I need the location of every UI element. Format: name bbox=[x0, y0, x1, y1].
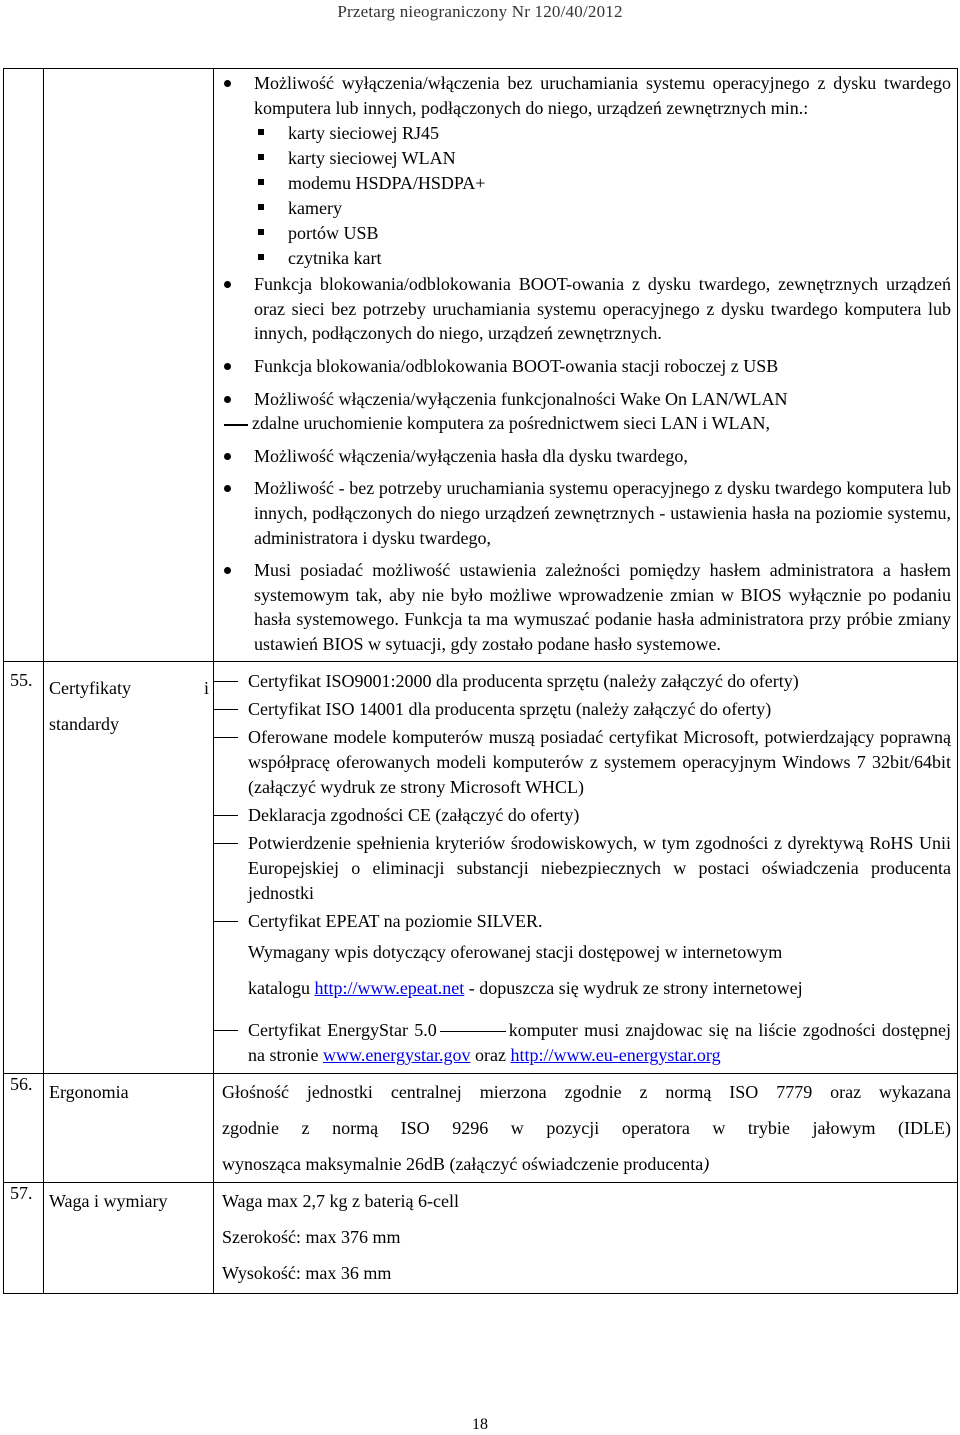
requirements-cell bbox=[214, 1073, 958, 1182]
category-word: Certyfikaty bbox=[49, 677, 131, 698]
table-row-continued bbox=[4, 69, 958, 662]
list-item: karty sieciowej RJ45 bbox=[288, 121, 951, 146]
row-number: 55. bbox=[4, 661, 44, 1073]
requirements-cell bbox=[214, 69, 958, 662]
page-header: Przetarg nieograniczony Nr 120/40/2012 bbox=[337, 2, 623, 21]
list-item: Certyfikat EnergyStar 5.0 komputer musi znajdowac się na liście zgodności dostępnej na stronie www.energystar.gov oraz http://www.eu-energystar.org bbox=[248, 1018, 951, 1068]
page-number: 18 bbox=[472, 1416, 488, 1433]
list-item: Potwierdzenie spełnienia kryteriów środowiskowych, w tym zgodności z dyrektywą RoHS Unii Europejskiej o eliminacji substancji niebezpiecznych w postaci oświadczenia producenta jednostki bbox=[248, 831, 951, 906]
text-line: Waga max 2,7 kg z baterią 6-cell bbox=[222, 1190, 459, 1211]
eu-energystar-link[interactable]: http://www.eu-energystar.org bbox=[510, 1044, 721, 1065]
category-cell bbox=[44, 69, 214, 662]
num-cell bbox=[4, 69, 44, 662]
list-item: Certyfikat ISO9001:2000 dla producenta sprzętu (należy załączyć do oferty) bbox=[248, 669, 951, 694]
dash-mark bbox=[440, 1031, 506, 1033]
text-line: Wysokość: max 36 mm bbox=[222, 1262, 392, 1283]
list-item: Oferowane modele komputerów muszą posiadać certyfikat Microsoft, potwierdzający poprawną współpracę oferowanych modeli komputerów z systemem operacyjnym Windows 7 32bit/64bit (załączyć wydruk ze strony Microsoft WHCL) bbox=[248, 725, 951, 800]
text-line: wynosząca maksymalnie 26dB (załączyć oświadczenie producenta) bbox=[222, 1153, 710, 1174]
table-row-57 bbox=[4, 1182, 958, 1293]
energystar-link[interactable]: www.energystar.gov bbox=[322, 1044, 471, 1065]
text-line: zgodnie z normą ISO 9296 w pozycji operatora w trybie jałowym (IDLE) bbox=[222, 1117, 951, 1138]
table-row-55 bbox=[4, 661, 958, 1073]
requirements-cell bbox=[214, 1182, 958, 1293]
list-item bbox=[254, 387, 951, 436]
epeat-line: Wymagany wpis dotyczący oferowanej stacji dostępowej w internetowym bbox=[248, 941, 783, 962]
list-item: Deklaracja zgodności CE (załączyć do oferty) bbox=[248, 803, 951, 828]
text-line: Szerokość: max 376 mm bbox=[222, 1226, 401, 1247]
certificate-list bbox=[248, 669, 951, 1068]
list-item: Funkcja blokowania/odblokowania BOOT-owania stacji roboczej z USB bbox=[254, 354, 951, 379]
list-item: Musi posiadać możliwość ustawienia zależności pomiędzy hasłem administratora a hasłem systemowym tak, aby nie było możliwe wprowadzenie zmian w BIOS wyłącznie po podaniu hasła systemowego. Funkcja ta ma wymuszać podanie hasła administratora przy próbie zmiany ustawień BIOS w sytuacji, gdy zostało podane hasło systemowe. bbox=[254, 558, 951, 656]
list-item: Możliwość włączenia/wyłączenia hasła dla dysku twardego, bbox=[254, 444, 951, 469]
list-item: Certyfikat ISO 14001 dla producenta sprzętu (należy załączyć do oferty) bbox=[248, 697, 951, 722]
list-item: modemu HSDPA/HSDPA+ bbox=[288, 171, 951, 196]
bullet-list bbox=[254, 272, 951, 656]
dash-mark bbox=[224, 424, 248, 426]
list-item: Możliwość wyłączenia/włączenia bez uruchamiania systemu operacyjnego z dysku twardego komputera lub innych, podłączonych do niego, urządzeń zewnętrznych min.: bbox=[254, 71, 951, 120]
text-line: Głośność jednostki centralnej mierzona zgodnie z normą ISO 7779 oraz wykazana bbox=[222, 1081, 951, 1102]
list-item: karty sieciowej WLAN bbox=[288, 146, 951, 171]
list-item: portów USB bbox=[288, 221, 951, 246]
port-sublist bbox=[288, 121, 951, 271]
list-item: kamery bbox=[288, 196, 951, 221]
row-category: Ergonomia bbox=[44, 1073, 214, 1182]
table-row-56 bbox=[4, 1073, 958, 1182]
row-number: 57. bbox=[4, 1182, 44, 1293]
row-number: 56. bbox=[4, 1073, 44, 1182]
row-category bbox=[44, 661, 214, 1073]
list-item: Wymagany wpis dotyczący oferowanej stacji dostępowej w internetowym katalogu http://www.epeat.net - dopuszcza się wydruk ze strony internetowej bbox=[248, 941, 803, 998]
bullet-list bbox=[254, 71, 951, 120]
category-word: i bbox=[203, 677, 209, 698]
wake-on-lan-text: Możliwość włączenia/wyłączenia funkcjonalności Wake On LAN/WLAN bbox=[254, 388, 788, 409]
list-item: Certyfikat EPEAT na poziomie SILVER. bbox=[248, 909, 951, 934]
list-item: czytnika kart bbox=[288, 246, 951, 271]
wake-on-lan-cont: zdalne uruchomienie komputera za pośrednictwem sieci LAN i WLAN, bbox=[252, 413, 770, 434]
list-item: Możliwość - bez potrzeby uruchamiania systemu operacyjnego z dysku twardego komputera lub innych, podłączonych do niego urządzeń zewnętrznych - ustawienia hasła na poziomie systemu, administratora i dysku twardego, bbox=[254, 476, 951, 550]
epeat-link[interactable]: http://www.epeat.net bbox=[314, 977, 465, 998]
category-word: standardy bbox=[49, 713, 119, 734]
spec-table bbox=[3, 68, 958, 1294]
row-category: Waga i wymiary bbox=[44, 1182, 214, 1293]
requirements-cell bbox=[214, 661, 958, 1073]
list-item: Funkcja blokowania/odblokowania BOOT-owania z dysku twardego, zewnętrznych urządzeń oraz sieci bez potrzeby uruchamiania systemu operacyjnego z dysku twardego komputera lub innych, podłączonych do niego, urządzeń zewnętrznych. bbox=[254, 272, 951, 346]
